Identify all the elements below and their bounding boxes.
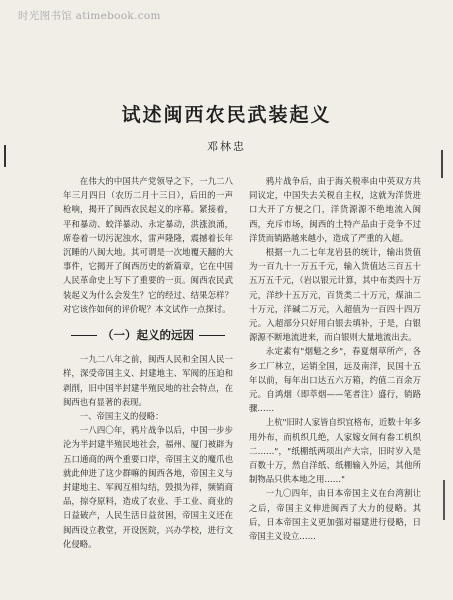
section-heading-text: （一）起义的远因 — [102, 328, 194, 343]
paragraph: 一、帝国主义的侵略： — [79, 411, 164, 422]
watermark: 时光图书馆 atimebook.com — [18, 10, 161, 22]
section-heading — [63, 328, 233, 342]
margin-mark-right — [441, 150, 443, 178]
paragraph: 上杭"旧时人家皆自织宜格布，近数十年多用外布，而机织几绝，人家嫁女间有畚工机织二……"，"纸棚纸两项出产大宗，旧时岁入是百数十万，然自洋纸、纸棚输入外运，其他所制物品只供本地之用……" — [249, 417, 421, 485]
paragraph: 永定素有"烟魁之乡"，春夏烟草所产，各乡工厂林立，运销全国，远及南洋，民国十五年以前，每年出口达五六万箱，约值二百余万元。自鸿烟（即萃烟——笔者注）盛行，销路骤…… — [249, 346, 421, 414]
margin-mark-right-lower — [443, 480, 445, 520]
heading-rule — [71, 335, 97, 336]
paragraph: 一九〇四年，由日本帝国主义在台湾割让之后，帝国主义伸进闽西了大力的侵略。其后，日本帝国主义更加强对福建进行侵略，日帝国主义设立…… — [249, 488, 421, 542]
heading-rule — [199, 335, 225, 336]
right-column — [249, 174, 421, 543]
article-author: 邓林忠 — [207, 140, 246, 153]
article-title: 试述闽西农民武装起义 — [121, 104, 332, 126]
paragraph: 根据一九二七年龙岩县的统计，输出货值为一百九十一万五千元，输入货值达三百五十五万五千元，（岩以银元计算，其中布类四十万元，洋纱十五万元，百货类二十万元，煤油二十万元，洋碱二万元，入超值为一百四十四万元。入超部分只好用白银去填补，于是，白银源源不断地流进来，而白银则大量地流出去。 — [249, 247, 421, 343]
paragraph: 鸦片战争后，由于海关税率由中英双方共同议定，中国失去关税自主权，这就为洋货进口大开了方便之门，洋货源源不绝地流入闽西，充斥市场，闽西的土特产品由于竞争不过洋货而销路越来越小，造成了严重的入超。 — [249, 176, 421, 243]
paragraph: 一九二八年之前，闽西人民和全国人民一样，深受帝国主义、封建地主、军阀的压迫和剥削，旧中国半封建半殖民地的社会特点，在闽西也有显著的表现。 — [63, 354, 233, 407]
paragraph: 在伟大的中国共产党领导之下，一九二八年三月四日（农历二月十三日），后田的一声枪响，揭开了闽西农民起义的序幕。紧接着，平和暴动、蛟洋暴动、永定暴动，洪涨浪涌，席卷着一切污泥浊水，雷声隆隆，震撼着长年沉睡的八闽大地。其可谓是一次地覆天翻的大事件，它揭开了闽西历史的新篇章，它在中国人民革命史上写下了重要的一页。闽西农民武装起义为什么会发生？它的经过、结果怎样？对它该作如何的评价呢？本文试作一点探讨。 — [63, 176, 233, 314]
left-column — [63, 174, 233, 551]
paragraph: 一八四〇年，鸦片战争以后，中国一步步沦为半封建半殖民地社会，福州、厦门被辟为五口通商的两个重要口岸，帝国主义的魔爪也就此伸进了这少群嘛的闽西各地，帝国主义与封建地主、军阀互相勾结，毁损为祥，频销商品，掠夺原料，造成了农业、手工业、商业的日益破产，人民生活日益贫困，帝国主义还在闽西设立教堂，开设医院，兴办学校，进行文化侵略。 — [63, 425, 233, 549]
